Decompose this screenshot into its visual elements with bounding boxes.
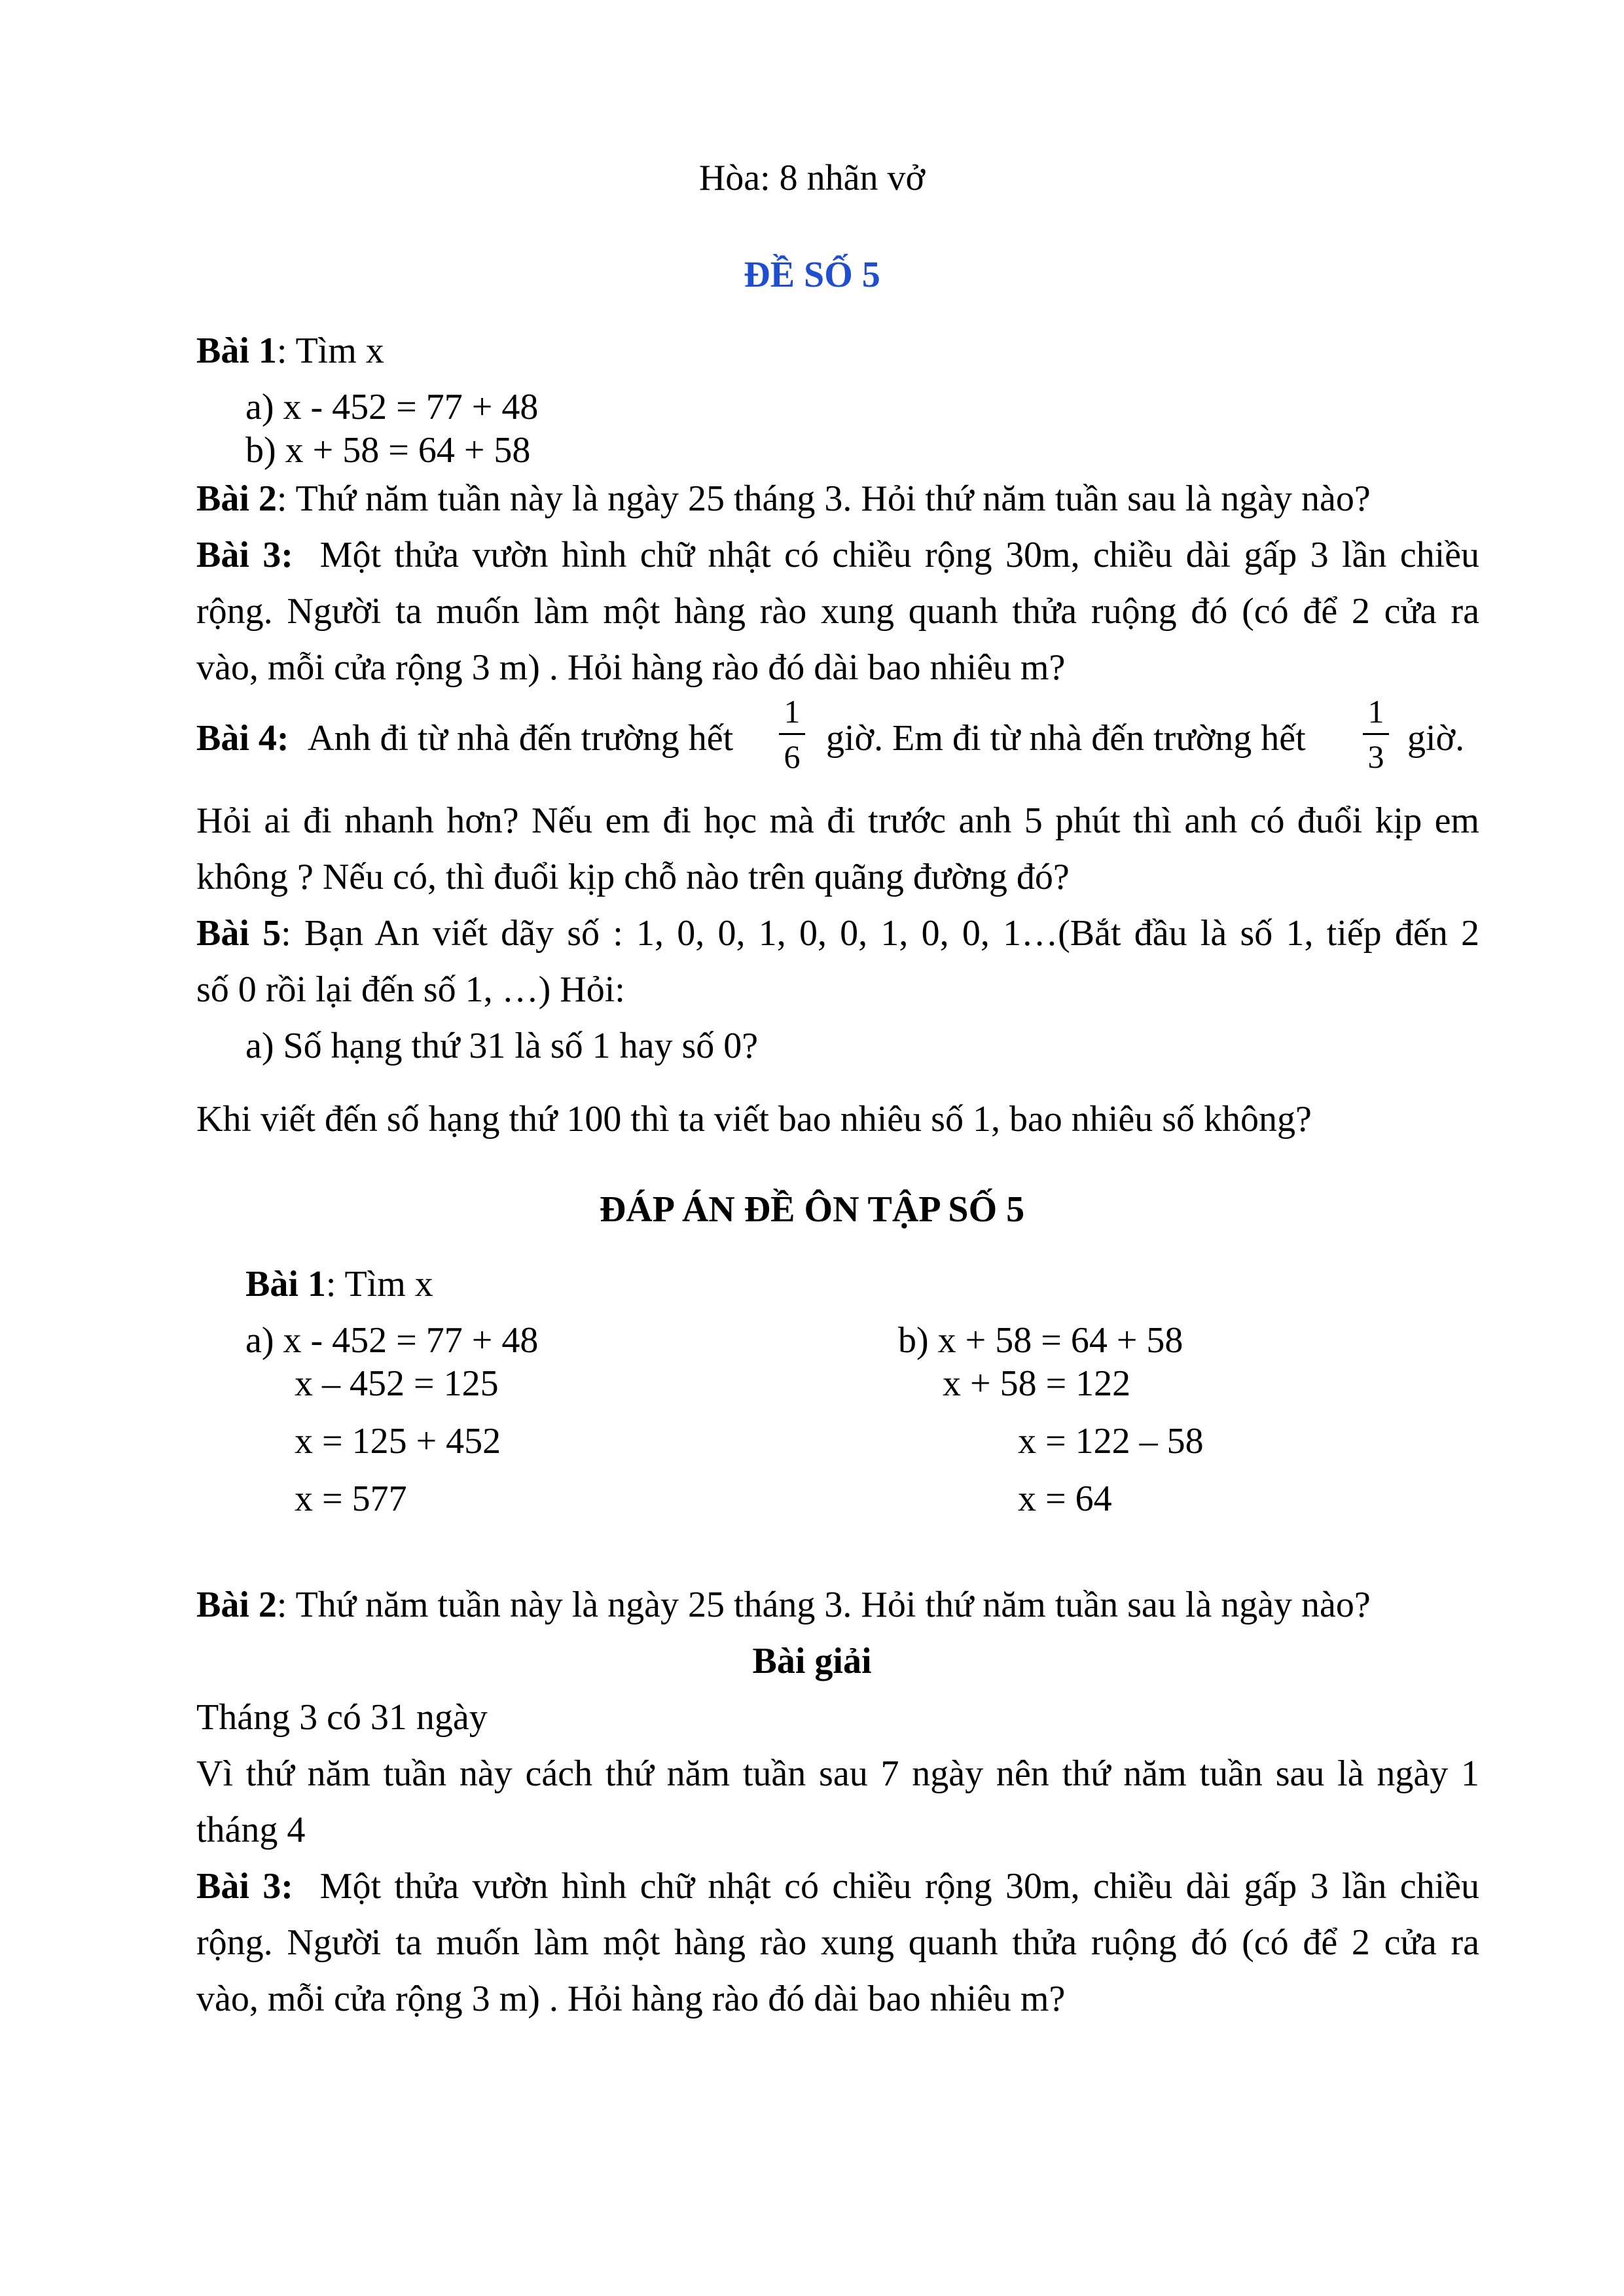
solution-line-3: tháng 4 (196, 1810, 306, 1850)
answer-b-line-4: x = 64 (1018, 1479, 1112, 1519)
answers-bai3-text1: Một thửa vườn hình chữ nhật có chiều rộng 30m, chiều dài gấp 3 lần chiều (319, 1866, 1479, 1907)
header-note: Hòa: 8 nhãn vở (698, 158, 926, 198)
exam-bai4-part3: giờ. (1407, 718, 1465, 759)
exam-bai5-b: Khi viết đến số hạng thứ 100 thì ta viết bao nhiêu số 1, bao nhiêu số không? (196, 1099, 1312, 1139)
answers-bai2 (196, 1584, 1371, 1626)
exam-bai1-a: a) x - 452 = 77 + 48 (245, 387, 539, 427)
solution-line-2: Vì thứ năm tuần này cách thứ năm tuần sau 7 ngày nên thứ năm tuần sau là ngày 1 (196, 1753, 1479, 1794)
exam-bai1-heading (196, 330, 384, 372)
exam-bai4-fraction-1 (779, 695, 805, 773)
exam-bai5-a: a) Số hạng thứ 31 là số 1 hay số 0? (245, 1026, 759, 1066)
solution-title: Bài giải (752, 1641, 872, 1681)
exam-title: ĐỀ SỐ 5 (744, 255, 880, 295)
fraction-1-denominator: 6 (784, 738, 801, 775)
answers-bai2-label: Bài 2 (196, 1585, 277, 1625)
exam-bai3-line1 (196, 534, 1479, 576)
exam-bai3-line2: rộng. Người ta muốn làm một hàng rào xung quanh thửa ruộng đó (có để 2 cửa ra (196, 591, 1479, 632)
exam-bai4-fraction-2 (1363, 695, 1389, 773)
fraction-1-bar (779, 733, 805, 735)
exam-bai1-b: b) x + 58 = 64 + 58 (245, 430, 531, 471)
answer-b-line-3: x = 122 – 58 (1018, 1421, 1204, 1462)
exam-bai4-line2: Hỏi ai đi nhanh hơn? Nếu em đi học mà đi trước anh 5 phút thì anh có đuổi kịp em (196, 800, 1479, 841)
exam-bai2 (196, 478, 1371, 520)
answer-a-line-1: a) x - 452 = 77 + 48 (245, 1320, 539, 1361)
answer-a-line-4: x = 577 (295, 1479, 407, 1519)
exam-bai5-line2: số 0 rồi lại đến số 1, …) Hỏi: (196, 969, 625, 1010)
exam-bai4-line3: không ? Nếu có, thì đuổi kịp chỗ nào trên quãng đường đó? (196, 857, 1070, 897)
exam-bai4-part2: giờ. Em đi từ nhà đến trường hết (826, 718, 1306, 759)
fraction-2-denominator: 3 (1367, 738, 1384, 775)
exam-bai4-label-bold: Bài 4: (196, 718, 289, 759)
answers-bai3-line2: rộng. Người ta muốn làm một hàng rào xung quanh thửa ruộng đó (có để 2 cửa ra (196, 1922, 1479, 1963)
answer-a-line-2: x – 452 = 125 (295, 1363, 499, 1404)
exam-bai5-line1 (196, 912, 1479, 954)
fraction-2-bar (1363, 733, 1389, 735)
answers-bai3-label: Bài 3: (196, 1866, 293, 1907)
answers-bai1-label: Bài 1 (245, 1264, 326, 1304)
answer-a-line-3: x = 125 + 452 (295, 1421, 501, 1462)
answers-bai3-line1 (196, 1865, 1479, 1907)
exam-bai5-text1: : Bạn An viết dãy số : 1, 0, 0, 1, 0, 0, 1, 0, 0, 1…(Bắt đầu là số 1, tiếp đến 2 (281, 913, 1479, 954)
exam-bai2-text: : Thứ năm tuần này là ngày 25 tháng 3. Hỏi thứ năm tuần sau là ngày nào? (276, 478, 1371, 519)
exam-bai4-part1: Anh đi từ nhà đến trường hết (308, 718, 734, 759)
fraction-1-numerator: 1 (784, 693, 801, 730)
solution-line-1: Tháng 3 có 31 ngày (196, 1697, 488, 1738)
answer-b-line-1: b) x + 58 = 64 + 58 (898, 1320, 1183, 1361)
exam-bai5-label: Bài 5 (196, 913, 281, 954)
answer-b-line-2: x + 58 = 122 (943, 1363, 1131, 1404)
answers-bai1-heading (245, 1263, 433, 1305)
exam-bai2-label: Bài 2 (196, 478, 277, 519)
exam-bai1-text: : Tìm x (276, 331, 384, 371)
exam-bai3-text1: Một thửa vườn hình chữ nhật có chiều rộng 30m, chiều dài gấp 3 lần chiều (319, 535, 1479, 575)
fraction-2-numerator: 1 (1367, 693, 1384, 730)
exam-bai3-label: Bài 3: (196, 535, 293, 575)
answers-bai3-line3: vào, mỗi cửa rộng 3 m) . Hỏi hàng rào đó dài bao nhiêu m? (196, 1979, 1066, 2019)
exam-bai3-line3: vào, mỗi cửa rộng 3 m) . Hỏi hàng rào đó dài bao nhiêu m? (196, 647, 1066, 688)
answers-title: ĐÁP ÁN ĐỀ ÔN TẬP SỐ 5 (599, 1189, 1025, 1230)
exam-bai1-label: Bài 1 (196, 331, 277, 371)
answers-bai1-text: : Tìm x (325, 1264, 433, 1304)
answers-bai2-text: : Thứ năm tuần này là ngày 25 tháng 3. Hỏi thứ năm tuần sau là ngày nào? (276, 1585, 1371, 1625)
